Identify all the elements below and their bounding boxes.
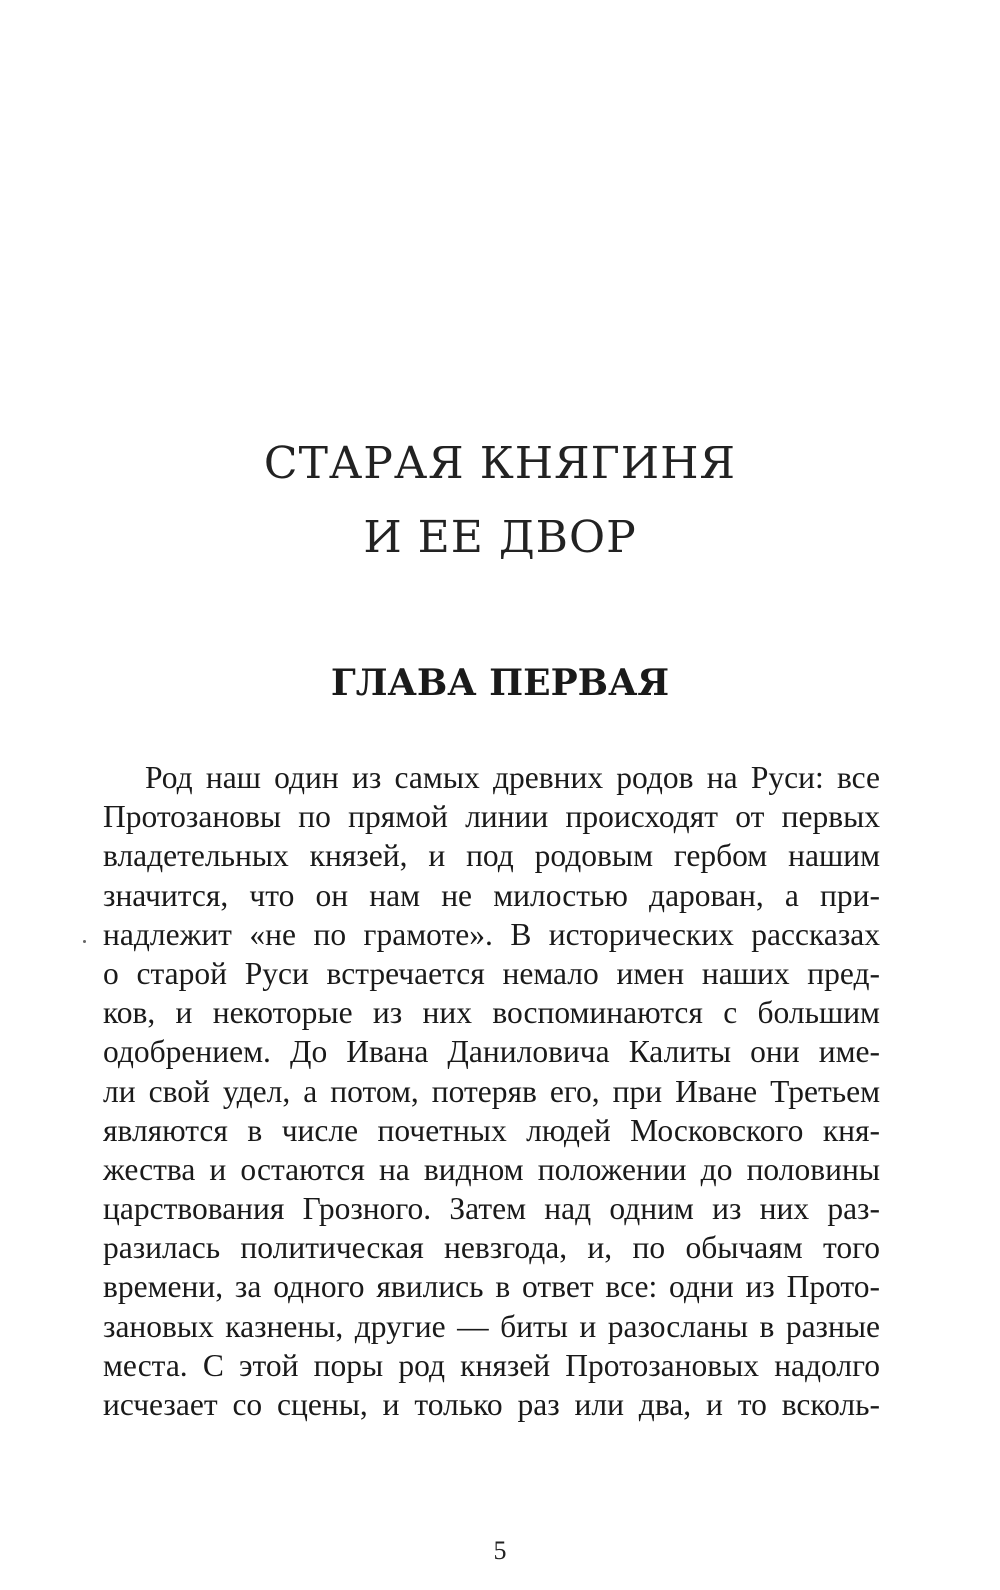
text-line: жества и остаются на видном положении до половины: [103, 1151, 880, 1187]
text-line: надлежит «не по грамоте». В исторических рассказах: [103, 916, 880, 952]
text-line: значится, что он нам не милостью дарован, а при-: [103, 877, 880, 913]
chapter-title: ГЛАВА ПЕРВАЯ: [330, 662, 670, 704]
text-line: владетельных князей, и под родовым гербом нашим: [103, 838, 880, 874]
text-line: ков, и некоторые из них воспоминаются с большим: [103, 995, 880, 1031]
text-line: одобрением. До Ивана Даниловича Калиты они име-: [103, 1034, 880, 1070]
text-line: зановых казнены, другие — биты и разосланы в разные: [103, 1308, 880, 1344]
text-line: Род наш один из самых древних родов на Руси: все: [145, 760, 880, 795]
text-line: о старой Руси встречается немало имен наших пред-: [103, 955, 880, 991]
text-line: ли свой удел, а потом, потеряв его, при Иване Третьем: [103, 1073, 880, 1109]
body-text: [103, 758, 880, 1424]
text-line: времени, за одного явились в ответ все: одни из Прото-: [103, 1269, 880, 1305]
text-line: места. С этой поры род князей Протозановых надолго: [103, 1347, 880, 1383]
text-line: разилась политическая невзгода, и, по обычаям того: [103, 1230, 880, 1266]
text-line: Протозановы по прямой линии происходят от первых: [103, 799, 880, 835]
text-line: царствования Грозного. Затем над одним из них раз-: [103, 1191, 880, 1227]
part-title-line-1: СТАРАЯ КНЯГИНЯ: [263, 438, 737, 489]
margin-mark: [83, 940, 86, 943]
part-title-line-2: И ЕЕ ДВОР: [363, 512, 637, 563]
page-number: 5: [493, 1536, 507, 1565]
text-line: являются в числе почетных людей Московского кня-: [103, 1112, 880, 1148]
text-line: исчезает со сцены, и только раз или два, и то всколь-: [103, 1387, 880, 1422]
